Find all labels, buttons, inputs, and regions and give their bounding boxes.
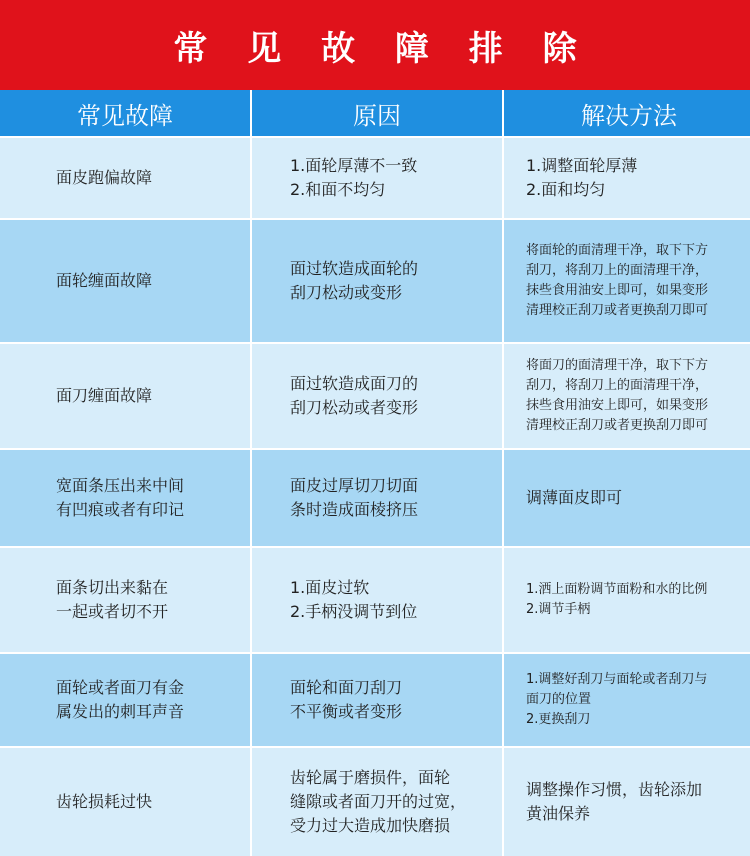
solution-cell [504, 450, 750, 546]
fault-cell [0, 654, 250, 746]
header-fault: 常见故障 [0, 90, 250, 136]
solution-cell [504, 548, 750, 652]
fault-text: 面刀缠面故障 [56, 386, 153, 405]
page-title: 常 见 故 障 排 除 [173, 28, 591, 69]
cause-text: 面过软造成面刀的 刮刀松动或者变形 [290, 374, 419, 417]
solution-cell [504, 344, 750, 448]
troubleshooting-table [0, 90, 750, 856]
header-solution: 解决方法 [504, 90, 750, 136]
solution-cell [504, 654, 750, 746]
fault-text: 齿轮损耗过快 [56, 792, 153, 811]
fault-cell [0, 748, 250, 856]
cause-cell [252, 220, 502, 342]
cause-text: 面轮和面刀刮刀 不平衡或者变形 [290, 678, 403, 721]
fault-text: 面条切出来黏在 一起或者切不开 [56, 578, 169, 621]
solution-cell [504, 138, 750, 218]
fault-text: 面轮缠面故障 [56, 271, 153, 290]
cause-cell [252, 450, 502, 546]
cause-cell [252, 748, 502, 856]
fault-cell [0, 344, 250, 448]
fault-text: 宽面条压出来中间 有凹痕或者有印记 [56, 476, 185, 519]
fault-text: 面轮或者面刀有金 属发出的刺耳声音 [56, 678, 185, 721]
solution-text: 1.调整好刮刀与面轮或者刮刀与 面刀的位置 2.更换刮刀 [526, 672, 708, 727]
cause-text: 齿轮属于磨损件，面轮 缝隙或者面刀开的过宽， 受力过大造成加快磨损 [290, 768, 467, 835]
solution-cell [504, 220, 750, 342]
cause-cell [252, 654, 502, 746]
cause-text: 1.面轮厚薄不一致 2.和面不均匀 [290, 156, 418, 199]
solution-text: 1.洒上面粉调节面粉和水的比例 2.调节手柄 [526, 582, 708, 617]
title-banner [0, 0, 750, 90]
solution-cell [504, 748, 750, 856]
fault-cell [0, 450, 250, 546]
cause-text: 面皮过厚切刀切面 条时造成面棱挤压 [290, 476, 419, 519]
solution-text: 调薄面皮即可 [526, 488, 623, 507]
cause-text: 面过软造成面轮的 刮刀松动或变形 [290, 259, 419, 302]
solution-text: 调整操作习惯，齿轮添加 黄油保养 [526, 780, 703, 823]
fault-cell [0, 220, 250, 342]
solution-text: 1.调整面轮厚薄 2.面和均匀 [526, 156, 638, 199]
solution-text: 将面轮的面清理干净，取下下方 刮刀，将刮刀上的面清理干净， 抹些食用油安上即可，如果变形 清理校正刮刀或者更换刮刀即可 [526, 243, 709, 318]
cause-text: 1.面皮过软 2.手柄没调节到位 [290, 578, 418, 621]
cause-cell [252, 344, 502, 448]
cause-cell [252, 138, 502, 218]
fault-cell [0, 138, 250, 218]
cause-cell [252, 548, 502, 652]
solution-text: 将面刀的面清理干净，取下下方 刮刀，将刮刀上的面清理干净， 抹些食用油安上即可，如果变形 清理校正刮刀或者更换刮刀即可 [526, 358, 709, 433]
header-cause: 原因 [252, 90, 502, 136]
fault-text: 面皮跑偏故障 [56, 168, 153, 187]
fault-cell [0, 548, 250, 652]
